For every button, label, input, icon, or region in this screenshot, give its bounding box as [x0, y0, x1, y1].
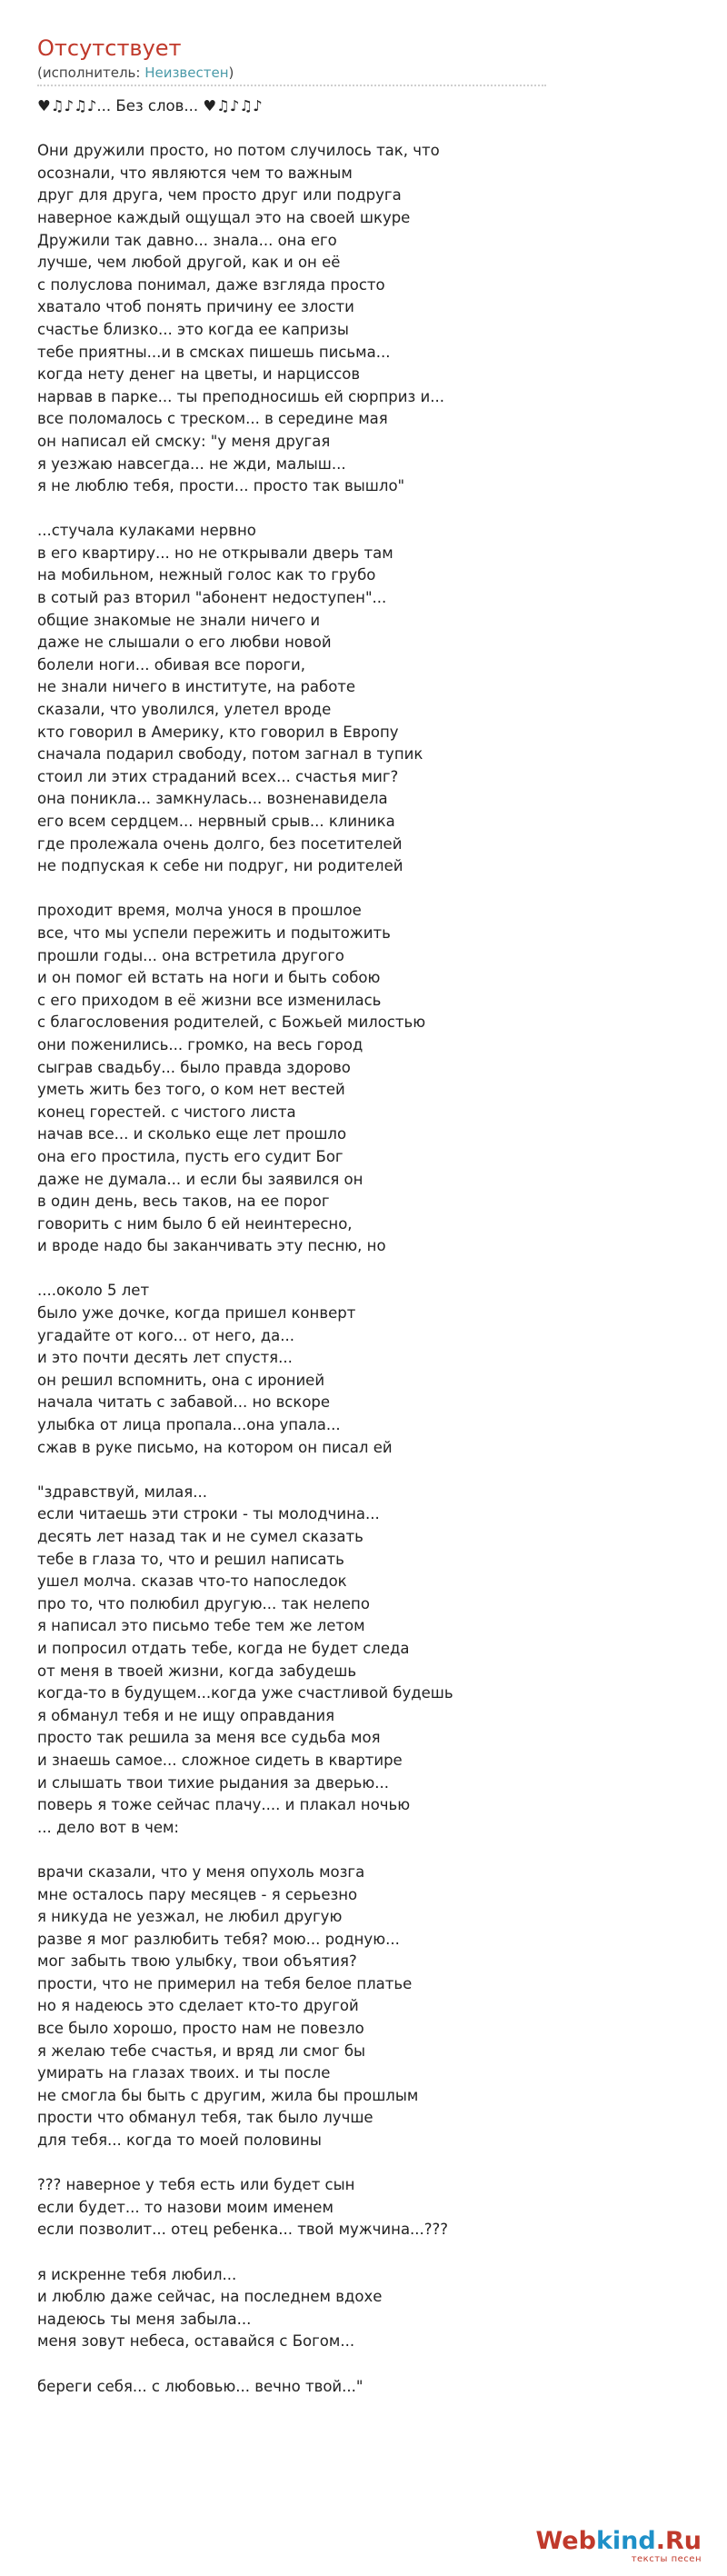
lyric-line: сжав в руке письмо, на котором он писал ей	[37, 1438, 393, 1456]
lyric-line: и это почти десять лет спустя...	[37, 1349, 293, 1367]
logo-tagline: тексты песен	[631, 2554, 702, 2564]
artist-link[interactable]: Неизвестен	[144, 65, 229, 81]
lyric-line: и люблю даже сейчас, на последнем вдохе	[37, 2288, 383, 2306]
lyric-line: умирать на глазах твоих. и ты после	[37, 2064, 331, 2082]
lyric-line: и попросил отдать тебе, когда не будет следа	[37, 1639, 410, 1657]
artist-prefix: (исполнитель:	[37, 65, 145, 81]
stanza-break	[37, 2353, 673, 2376]
lyric-line: прости что обманул тебя, так было лучше	[37, 2109, 373, 2127]
lyric-line: на мобильном, нежный голос как то грубо	[37, 566, 376, 584]
lyric-line: я не люблю тебя, прости... просто так вышло"	[37, 477, 405, 495]
lyric-line: улыбка от лица пропала...она упала...	[37, 1416, 341, 1434]
lyric-line: стоил ли этих страданий всех... счастья миг?	[37, 767, 399, 785]
lyric-line: я уезжаю навсегда... не жди, малыш...	[37, 454, 346, 473]
lyric-line: когда-то в будущем...когда уже счастливой будешь	[37, 1684, 453, 1702]
lyric-line: уметь жить без того, о ком нет вестей	[37, 1081, 345, 1099]
lyric-line: с благословения родителей, с Божьей милостью	[37, 1013, 426, 1032]
artist-line	[37, 64, 234, 82]
lyric-line: она поникла... замкнулась... возненавидела	[37, 790, 388, 808]
lyric-line: и слышать твои тихие рыдания за дверью...	[37, 1773, 389, 1792]
stanza-break	[37, 1258, 673, 1281]
lyric-line: сначала подарил свободу, потом загнал в тупик	[37, 745, 423, 764]
lyric-line: прошли годы... она встретила другого	[37, 946, 344, 964]
lyric-line: было уже дочке, когда пришел конверт	[37, 1304, 356, 1323]
lyrics-text	[37, 95, 673, 2398]
lyric-line: даже не слышали о его любви новой	[37, 634, 332, 652]
lyric-line: кто говорил в Америку, кто говорил в Европу	[37, 723, 399, 741]
lyric-line: про то, что полюбил другую... так нелепо	[37, 1594, 370, 1612]
stanza-break	[37, 1839, 673, 1862]
lyric-line: и вроде надо бы заканчивать эту песню, но	[37, 1237, 386, 1255]
lyric-line: меня зовут небеса, оставайся с Богом...	[37, 2332, 355, 2351]
lyric-line: сказали, что уволился, улетел вроде	[37, 701, 332, 719]
lyric-line: с полуслова понимал, даже взгляда просто	[37, 275, 385, 294]
lyric-line: тебе приятны...и в смсках пишешь письма...	[37, 343, 391, 361]
lyric-line: ♥♫♪♫♪... Без слов... ♥♫♪♫♪	[37, 97, 263, 115]
lyric-line: и знаешь самое... сложное сидеть в квартире	[37, 1751, 403, 1769]
lyric-line: врачи сказали, что у меня опухоль мозга	[37, 1862, 365, 1881]
lyric-line: но я надеюсь это сделает кто-то другой	[37, 1997, 359, 2015]
lyric-line: Они дружили просто, но потом случилось так, что	[37, 142, 440, 160]
lyric-line: и он помог ей встать на ноги и быть собою	[37, 969, 381, 987]
lyric-line: я желаю тебе счастья, и вряд ли смог бы	[37, 2042, 366, 2060]
lyric-line: ... дело вот в чем:	[37, 1818, 179, 1836]
lyric-line: его всем сердцем... нервный срыв... клиника	[37, 813, 395, 830]
lyric-line: угадайте от кого... от него, да...	[37, 1326, 294, 1344]
page-title: Отсутствует	[37, 35, 182, 61]
lyric-line: тебе в глаза то, что и решил написать	[37, 1550, 344, 1568]
stanza-break	[37, 878, 673, 901]
lyric-line: друг для друга, чем просто друг или подруга	[37, 186, 402, 205]
lyric-line: наверное каждый ощущал это на своей шкуре	[37, 208, 411, 226]
lyric-line: я искренне тебя любил...	[37, 2265, 237, 2283]
lyric-line: просто так решила за меня все судьба моя	[37, 1729, 381, 1747]
lyric-line: если читаешь эти строки - ты молодчина...	[37, 1505, 380, 1523]
webkind-logo[interactable]	[535, 2528, 702, 2565]
lyric-line: ....около 5 лет	[37, 1282, 150, 1300]
lyric-line: мог забыть твою улыбку, твои объятия?	[37, 1952, 357, 1971]
lyric-line: конец горестей. с чистого листа	[37, 1103, 296, 1121]
lyric-line: от меня в твоей жизни, когда забудешь	[37, 1662, 357, 1680]
lyric-line: нарвав в парке... ты преподносишь ей сюрприз и...	[37, 387, 444, 405]
lyric-line: даже не думала... и если бы заявился он	[37, 1170, 364, 1188]
lyric-line: я написал это письмо тебе тем же летом	[37, 1617, 365, 1635]
lyric-line: Дружили так давно... знала... она его	[37, 231, 337, 249]
lyric-line: ??? наверное у тебя есть или будет сын	[37, 2176, 355, 2194]
lyric-line: ...стучала кулаками нервно	[37, 522, 256, 540]
lyric-line: "здравствуй, милая...	[37, 1483, 207, 1501]
lyric-line: сыграв свадьбу... было правда здорово	[37, 1058, 351, 1076]
lyric-line: с его приходом в её жизни все изменилась	[37, 991, 382, 1009]
lyric-line: прости, что не примерил на тебя белое платье	[37, 1974, 413, 1992]
lyric-line: поверь я тоже сейчас плачу.... и плакал ночью	[37, 1796, 411, 1814]
lyric-line: не смогла бы быть с другим, жила бы прошлым	[37, 2086, 419, 2104]
lyric-line: начала читать с забавой... но вскоре	[37, 1393, 331, 1412]
lyric-line: разве я мог разлюбить тебя? мою... родную...	[37, 1930, 400, 1948]
stanza-break	[37, 498, 673, 521]
lyric-line: надеюсь ты меня забыла...	[37, 2310, 252, 2328]
lyric-line: не подпуская к себе ни подруг, ни родителей	[37, 857, 403, 875]
lyric-line: в один день, весь таков, на ее порог	[37, 1193, 330, 1211]
lyric-line: если будет... то назови моим именем	[37, 2198, 334, 2216]
lyric-line: береги себя... с любовью... вечно твой..."	[37, 2377, 364, 2395]
lyric-line: лучше, чем любой другой, как и он её	[37, 254, 341, 272]
lyric-line: если позволит... отец ребенка... твой мужчина...???	[37, 2221, 449, 2239]
lyric-line: говорить с ним было б ей неинтересно,	[37, 1214, 353, 1233]
lyric-line: начав все... и сколько еще лет прошло	[37, 1125, 347, 1143]
lyric-line: я никуда не уезжал, не любил другую	[37, 1908, 343, 1926]
lyric-line: все, что мы успели пережить и подытожить	[37, 924, 391, 942]
lyric-line: он решил вспомнить, она с иронией	[37, 1371, 325, 1389]
lyric-line: все было хорошо, просто нам не повезло	[37, 2020, 364, 2038]
lyric-line: общие знакомые не знали ничего и	[37, 611, 321, 629]
lyric-line: хватало чтоб понять причину ее злости	[37, 298, 354, 316]
lyric-line: мне осталось пару месяцев - я серьезно	[37, 1885, 358, 1903]
lyric-line: ушел молча. сказав что-то напоследок	[37, 1573, 347, 1591]
lyric-line: где пролежала очень долго, без посетителей	[37, 834, 403, 853]
lyric-line: счастье близко... это когда ее капризы	[37, 320, 349, 338]
lyric-line: в сотый раз вторил "абонент недоступен"...	[37, 589, 387, 607]
lyric-line: не знали ничего в институте, на работе	[37, 678, 356, 696]
lyric-line: осознали, что являются чем то важным	[37, 164, 353, 182]
lyric-line: болели ноги... обивая все пороги,	[37, 655, 306, 674]
logo-wordmark: Webkind.Ru	[535, 2527, 702, 2555]
lyric-line: она его простила, пусть его судит Бог	[37, 1147, 344, 1165]
artist-suffix: )	[228, 65, 234, 81]
stanza-break	[37, 2152, 673, 2175]
lyric-line: для тебя... когда то моей половины	[37, 2132, 322, 2150]
lyric-line: все поломалось с треском... в середине мая	[37, 410, 388, 428]
lyric-line: проходит время, молча унося в прошлое	[37, 902, 362, 920]
stanza-break	[37, 118, 673, 141]
lyric-line: десять лет назад так и не сумел сказать	[37, 1528, 364, 1545]
lyric-line: он написал ей смску: "у меня другая	[37, 432, 331, 450]
lyric-line: я обманул тебя и не ищу оправдания	[37, 1706, 335, 1724]
lyric-line: в его квартиру... но не открывали дверь там	[37, 544, 393, 562]
title-divider	[37, 85, 546, 86]
stanza-break	[37, 2242, 673, 2264]
lyric-line: они поженились... громко, на весь город	[37, 1035, 364, 1053]
lyric-line: когда нету денег на цветы, и нарциссов	[37, 365, 361, 384]
stanza-break	[37, 1459, 673, 1482]
